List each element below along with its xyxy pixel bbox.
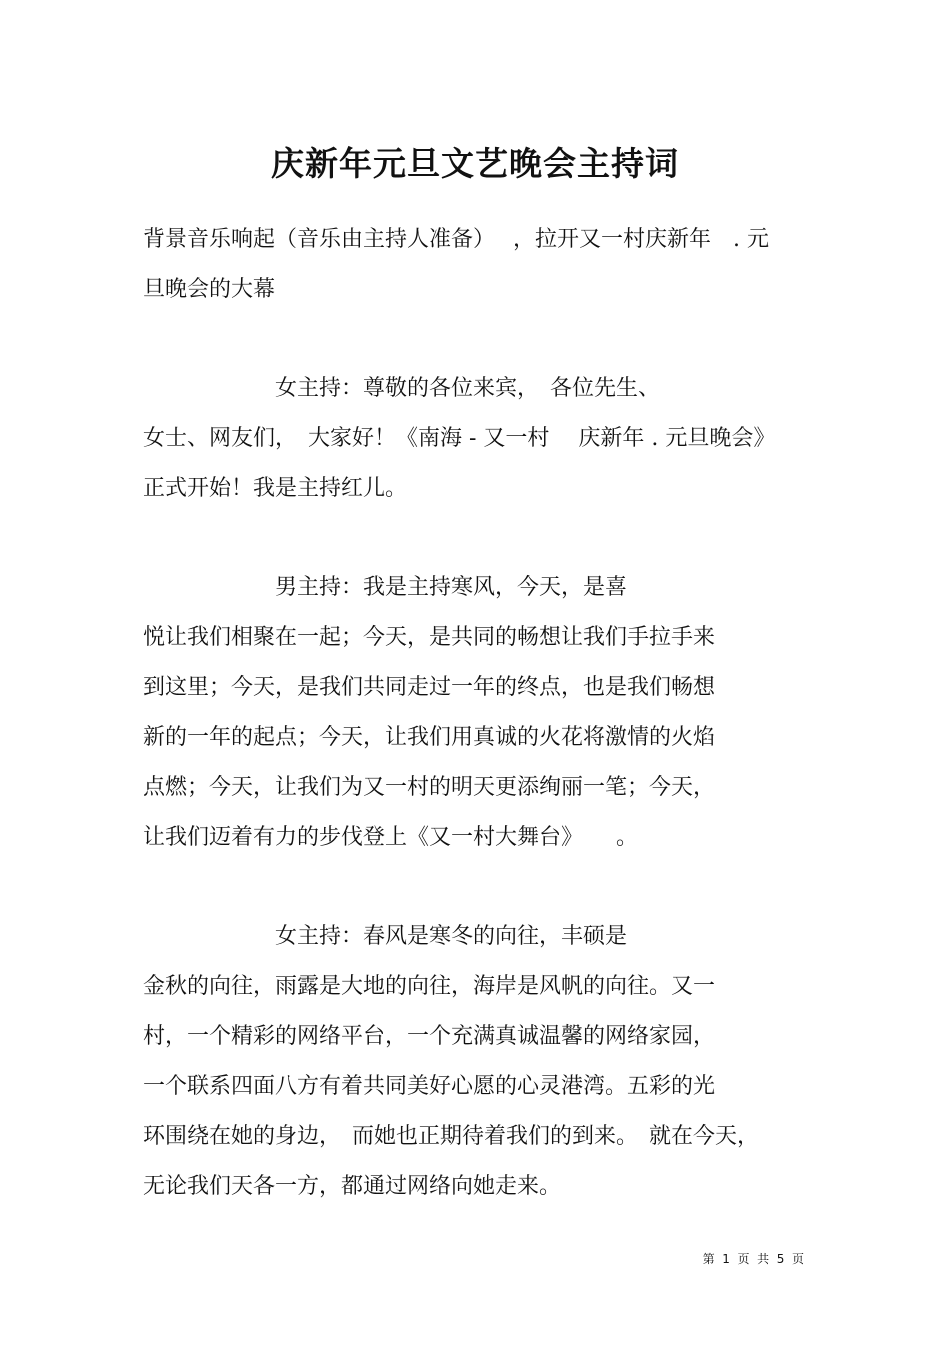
paragraph-2-line-1: 女主持：尊敬的各位来宾， 各位先生、 bbox=[143, 376, 661, 401]
paragraph-1-line-2: 旦晚会的大幕 bbox=[143, 277, 276, 302]
paragraph-4-line-4: 一个联系四面八方有着共同美好心愿的心灵港湾。五彩的光 bbox=[143, 1074, 716, 1099]
paragraph-3-line-3: 到这里；今天，是我们共同走过一年的终点，也是我们畅想 bbox=[143, 675, 716, 700]
paragraph-4-line-6: 无论我们天各一方，都通过网络向她走来。 bbox=[143, 1174, 562, 1199]
paragraph-3-line-5: 点燃；今天，让我们为又一村的明天更添绚丽一笔；今天， bbox=[143, 775, 716, 800]
paragraph-3-line-4: 新的一年的起点；今天，让我们用真诚的火花将激情的火焰 bbox=[143, 725, 716, 750]
paragraph-4-line-3: 村，一个精彩的网络平台，一个充满真诚温馨的网络家园， bbox=[143, 1024, 716, 1049]
page-number-footer: 第 1 页 共 5 页 bbox=[702, 1252, 804, 1266]
paragraph-4-line-1: 女主持：春风是寒冬的向往，丰硕是 bbox=[143, 924, 628, 949]
paragraph-2-line-3: 正式开始！我是主持红儿。 bbox=[143, 476, 408, 501]
paragraph-3-line-1: 男主持：我是主持寒风，今天，是喜 bbox=[143, 575, 628, 600]
paragraph-2-line-2: 女士、网友们， 大家好！《南海 - 又一村 庆新年 . 元旦晚会》 bbox=[143, 426, 776, 451]
paragraph-3-line-6: 让我们迈着有力的步伐登上《又一村大舞台》 。 bbox=[143, 825, 639, 850]
page-title: 庆新年元旦文艺晚会主持词 bbox=[271, 144, 679, 184]
paragraph-3-line-2: 悦让我们相聚在一起；今天，是共同的畅想让我们手拉手来 bbox=[143, 625, 716, 650]
paragraph-4-line-5: 环围绕在她的身边， 而她也正期待着我们的到来。 就在今天， bbox=[143, 1124, 760, 1149]
paragraph-1-line-1: 背景音乐响起（音乐由主持人准备） ，拉开又一村庆新年 . 元 bbox=[143, 227, 769, 252]
paragraph-4-line-2: 金秋的向往，雨露是大地的向往，海岸是风帆的向往。又一 bbox=[143, 974, 716, 999]
